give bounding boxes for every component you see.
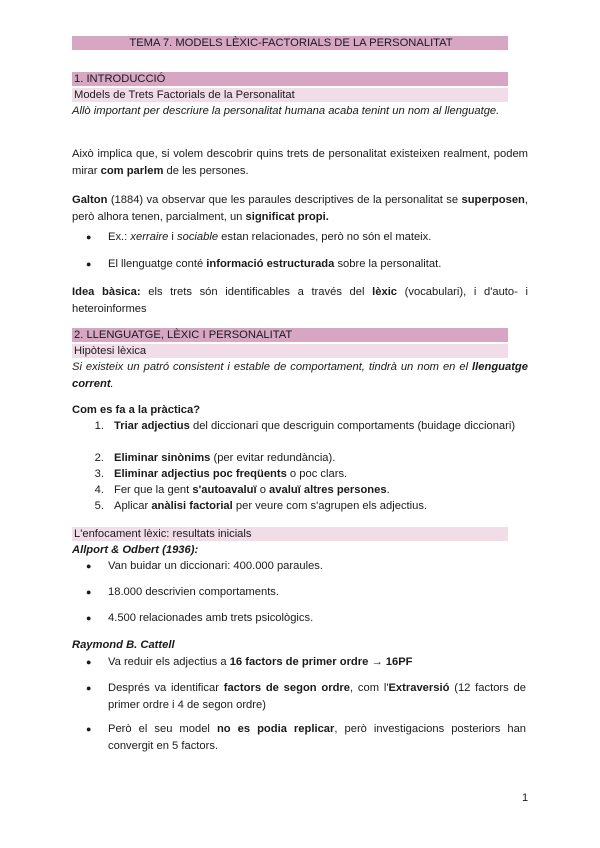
section-2-subheading: Hipòtesi lèxica bbox=[72, 344, 508, 358]
cattell-heading: Raymond B. Cattell bbox=[72, 639, 175, 651]
bullet-icon: ● bbox=[86, 259, 92, 269]
bullet-icon: ● bbox=[86, 683, 92, 693]
bullet-icon: ● bbox=[86, 613, 92, 623]
section-1-heading: 1. INTRODUCCIÓ bbox=[72, 72, 508, 86]
bullet-icon: ● bbox=[86, 724, 92, 734]
bullet-icon: ● bbox=[86, 232, 92, 242]
bullet-icon: ● bbox=[86, 561, 92, 571]
section-1-subheading: Models de Trets Factorials de la Personalitat bbox=[72, 88, 508, 102]
intro-quote: Allò important per descriure la personalitat humana acaba tenint un nom al llenguatge. bbox=[72, 105, 500, 117]
allport-heading: Allport & Odbert (1936): bbox=[72, 544, 199, 556]
intro-paragraph: Això implica que, si volem descobrir quins trets de personalitat existeixen realment, podem mirar com parlem de les persones. bbox=[72, 148, 528, 177]
hypothesis-text: Si existeix un patró consistent i estable de comportament, tindrà un nom en el llenguatge corrent. bbox=[72, 361, 528, 390]
bullet-icon: ● bbox=[86, 657, 92, 667]
page-title: TEMA 7. MODELS LÈXIC-FACTORIALS DE LA PERSONALITAT bbox=[72, 36, 508, 50]
enfocament-heading: L'enfocament lèxic: resultats inicials bbox=[72, 527, 508, 541]
idea-basica-paragraph: Idea bàsica: els trets són identificables a través del lèxic (vocabulari), i d'auto- i heteroinformes bbox=[72, 286, 528, 315]
galton-paragraph: Galton (1884) va observar que les paraules descriptives de la personalitat se superposen, però alhora tenen, parcialment, un significat propi. bbox=[72, 194, 528, 223]
bullet-icon: ● bbox=[86, 587, 92, 597]
practice-question: Com es fa a la pràctica? bbox=[72, 404, 201, 416]
page-number: 1 bbox=[522, 792, 529, 804]
section-2-heading: 2. LLENGUATGE, LÈXIC I PERSONALITAT bbox=[72, 328, 508, 342]
